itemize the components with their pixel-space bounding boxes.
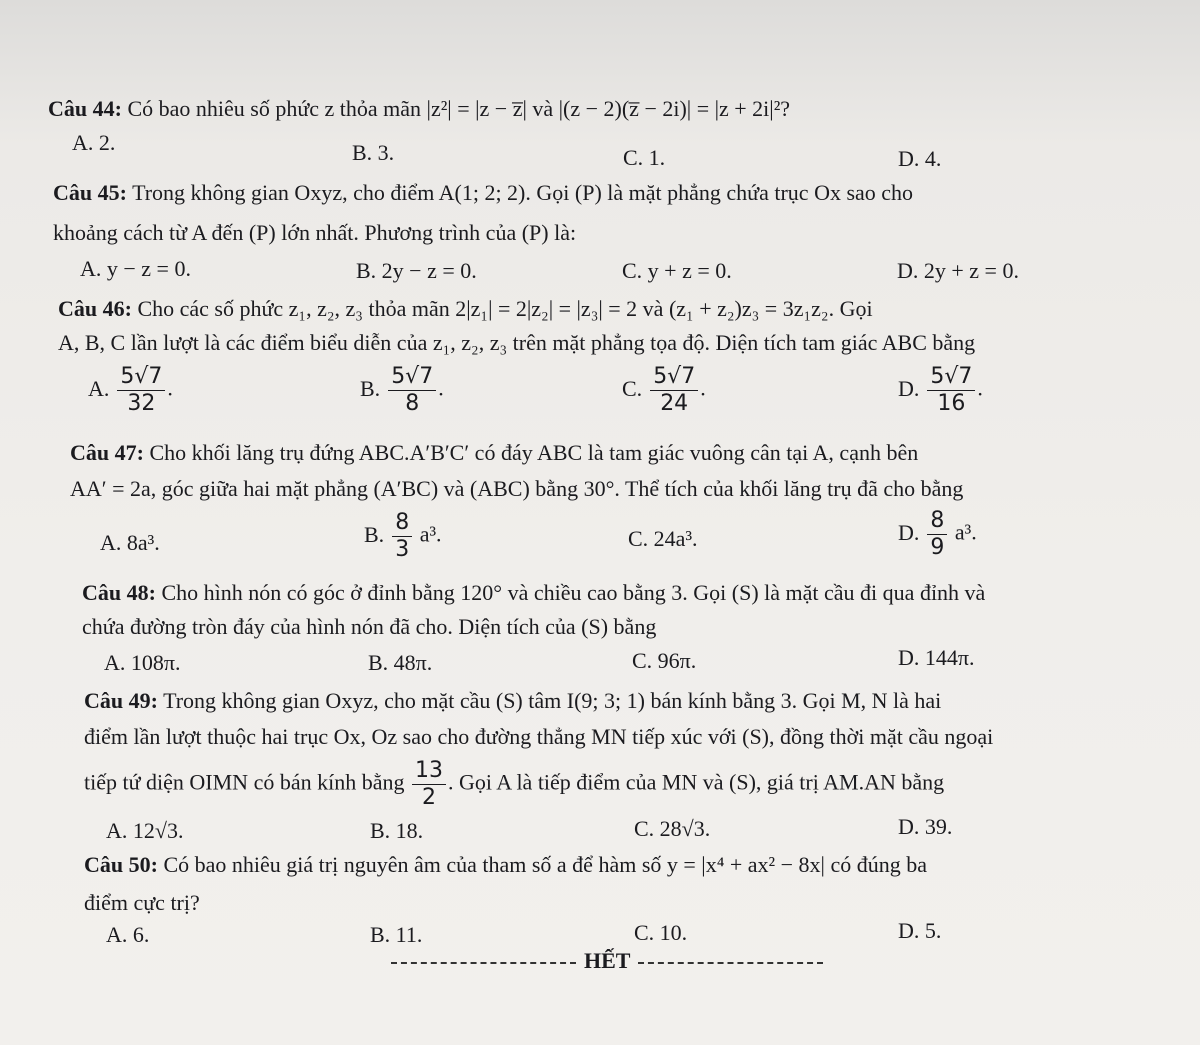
q47-option-d-label: D. — [898, 519, 920, 545]
fraction-denominator: 2 — [421, 785, 436, 810]
q45-option-d: D. 2y + z = 0. — [897, 258, 1019, 283]
question-44-text — [48, 96, 790, 122]
q49-option-b: B. 18. — [370, 818, 424, 843]
q46-option-c-fraction — [650, 364, 698, 417]
q48-option-c: C. 96π. — [632, 648, 697, 673]
q46-option-a-label: A. — [88, 375, 110, 401]
q46-option-c: C. $\frac{5√7}{24}$ . — [622, 364, 706, 416]
q50-option-b: B. 11. — [370, 922, 423, 947]
question-49-number: Câu 49: — [84, 688, 158, 713]
question-47-line2: AA′ = 2a, góc giữa hai mặt phẳng (A′BC) và (ABC) bằng 30°. Thể tích của khối lăng trụ đã cho bằng — [70, 476, 964, 501]
divider-left — [391, 962, 576, 964]
fraction-numerator: 5√7 — [927, 364, 975, 391]
q45-option-b: B. 2y − z = 0. — [356, 258, 477, 283]
fraction-numerator: 8 — [927, 508, 947, 535]
q46-option-b-fraction — [388, 364, 436, 417]
q47-option-a: A. 8a³. — [100, 530, 160, 555]
question-49-body-3b: . Gọi A là tiếp điểm của MN và (S), giá trị AM.AN bằng — [447, 769, 945, 795]
q49-option-a: A. 12√3. — [106, 818, 184, 843]
q49-option-c: C. 28√3. — [634, 816, 711, 841]
question-46-line1 — [58, 296, 873, 322]
fraction-numerator: 5√7 — [650, 364, 698, 391]
q47-option-b-label: B. — [364, 521, 385, 547]
fraction-denominator: 24 — [660, 391, 689, 416]
question-49-body-3a: tiếp tứ diện OIMN có bán kính bằng — [84, 769, 405, 795]
q49-option-d: D. 39. — [898, 814, 953, 839]
q44-option-b: B. 3. — [352, 140, 395, 165]
question-50-number: Câu 50: — [84, 852, 158, 877]
q47-option-d-fraction — [927, 508, 947, 561]
q46-option-b-label: B. — [360, 375, 381, 401]
q46-option-b: B. $\frac{5√7}{8}$ . — [360, 364, 444, 416]
q44-option-a: A. 2. — [72, 130, 116, 155]
question-47-body-1: Cho khối lăng trụ đứng ABC.A′B′C′ có đáy ABC là tam giác vuông cân tại A, cạnh bên — [149, 440, 919, 465]
q48-option-a: A. 108π. — [104, 650, 181, 675]
fraction-numerator: 13 — [412, 758, 446, 785]
q47-option-b-tail: a³. — [419, 521, 442, 547]
q47-option-d-tail: a³. — [954, 519, 977, 545]
q46-option-d: D. $\frac{5√7}{16}$ . — [898, 364, 983, 416]
fraction-numerator: 5√7 — [388, 364, 436, 391]
question-44-body: Có bao nhiêu số phức z thỏa mãn |z²| = |z − z̅| và |(z − 2)(z̅ − 2i)| = |z + 2i|²? — [127, 96, 791, 121]
question-45-line2: khoảng cách từ A đến (P) lớn nhất. Phương trình của (P) là: — [53, 220, 577, 245]
question-49-line3 — [84, 758, 944, 811]
divider-right — [638, 962, 823, 964]
question-48-line2: chứa đường tròn đáy của hình nón đã cho. Diện tích của (S) bằng — [82, 614, 657, 639]
question-45-number: Câu 45: — [53, 180, 127, 205]
q45-option-a: A. y − z = 0. — [80, 256, 191, 281]
q50-option-a: A. 6. — [106, 922, 150, 947]
end-label: HẾT — [584, 948, 631, 973]
question-48-number: Câu 48: — [82, 580, 156, 605]
question-49-line2: điểm lần lượt thuộc hai trục Ox, Oz sao cho đường thẳng MN tiếp xúc với (S), đồng thời mặt cầu ngoại — [84, 724, 994, 749]
question-49-line1 — [84, 688, 941, 714]
question-50-line2: điểm cực trị? — [84, 890, 200, 915]
fraction-denominator: 16 — [937, 391, 966, 416]
question-47-line1 — [70, 440, 918, 466]
question-46-body-1: Cho các số phức z₁, z₂, z₃ thỏa mãn 2|z₁| = 2|z₂| = |z₃| = 2 và (z₁ + z₂)z₃ = 3z₁z₂. Gọi — [137, 296, 873, 321]
q48-option-d: D. 144π. — [898, 645, 975, 670]
question-50-body-1: Có bao nhiêu giá trị nguyên âm của tham số a để hàm số y = |x⁴ + ax² − 8x| có đúng ba — [163, 852, 927, 877]
end-marker — [383, 948, 831, 974]
fraction-numerator: 5√7 — [117, 364, 165, 391]
question-46-number: Câu 46: — [58, 296, 132, 321]
q45-option-c: C. y + z = 0. — [622, 258, 732, 283]
question-44-number: Câu 44: — [48, 96, 122, 121]
q44-option-d: D. 4. — [898, 146, 942, 171]
fraction-denominator: 32 — [127, 391, 156, 416]
fraction-denominator: 8 — [405, 391, 420, 416]
q46-option-d-fraction — [927, 364, 975, 417]
q44-option-c: C. 1. — [623, 145, 666, 170]
q48-option-b: B. 48π. — [368, 650, 433, 675]
q47-option-b-fraction — [392, 510, 412, 563]
question-48-line1 — [82, 580, 985, 606]
q47-option-d — [898, 508, 977, 561]
q50-option-c: C. 10. — [634, 920, 688, 945]
q46-option-d-label: D. — [898, 375, 920, 401]
q49-radius-fraction — [412, 758, 446, 811]
question-49-body-1: Trong không gian Oxyz, cho mặt cầu (S) tâm I(9; 3; 1) bán kính bằng 3. Gọi M, N là hai — [163, 688, 942, 713]
question-45-body-1: Trong không gian Oxyz, cho điểm A(1; 2; 2). Gọi (P) là mặt phẳng chứa trục Ox sao cho — [132, 180, 914, 205]
q46-option-c-label: C. — [622, 375, 643, 401]
q46-option-a: A. $\frac{5√7}{32}$ . — [88, 364, 173, 416]
question-50-line1 — [84, 852, 927, 878]
question-46-line2: A, B, C lần lượt là các điểm biểu diễn của z₁, z₂, z₃ trên mặt phẳng tọa độ. Diện tích tam giác ABC bằng — [58, 330, 976, 355]
fraction-denominator: 3 — [395, 537, 410, 562]
q46-option-a-fraction — [117, 364, 165, 417]
question-45-line1 — [53, 180, 913, 206]
fraction-denominator: 9 — [930, 535, 945, 560]
question-48-body-1: Cho hình nón có góc ở đỉnh bằng 120° và chiều cao bằng 3. Gọi (S) là mặt cầu đi qua đỉnh và — [161, 580, 986, 605]
q50-option-d: D. 5. — [898, 918, 942, 943]
q47-option-c: C. 24a³. — [628, 526, 698, 551]
q47-option-b — [364, 510, 442, 563]
question-47-number: Câu 47: — [70, 440, 144, 465]
fraction-numerator: 8 — [392, 510, 412, 537]
